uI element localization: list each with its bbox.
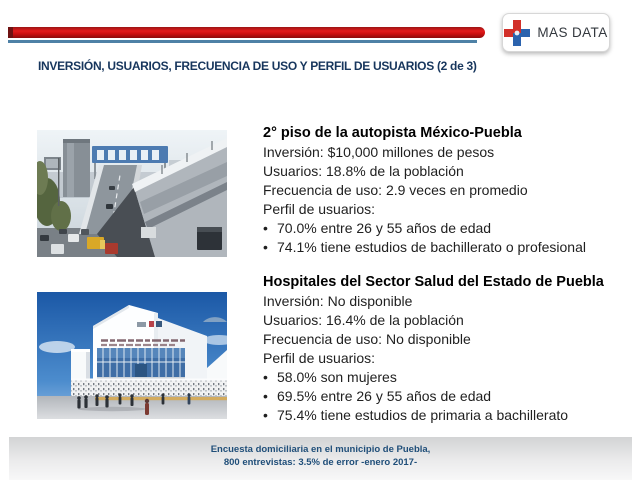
hospital-photo [37, 292, 227, 419]
slide-title: INVERSIÓN, USUARIOS, FRECUENCIA DE USO Y PERFIL DE USUARIOS (2 de 3) [38, 59, 477, 73]
bullet-glyph: • [263, 220, 268, 236]
section-line: Usuarios: 16.4% de la población [263, 312, 464, 328]
section-line: Frecuencia de uso: 2.9 veces en promedio [263, 182, 528, 198]
top-blue-accent-line [8, 40, 477, 43]
section-line: Inversión: $10,000 millones de pesos [263, 144, 495, 160]
section-line: Usuarios: 18.8% de la población [263, 163, 464, 179]
section-bullet [263, 238, 635, 257]
section-hospital-text [263, 273, 635, 425]
highway-photo-illustration [37, 130, 227, 257]
bullet-text: 70.0% entre 26 y 55 años de edad [277, 220, 492, 236]
hospital-photo-illustration [37, 292, 227, 419]
top-red-accent-bar [8, 27, 485, 38]
section-heading: Hospitales del Sector Salud del Estado de Puebla [263, 274, 604, 290]
section-bullet [263, 406, 635, 425]
highway-photo [37, 130, 227, 257]
bullet-text: 69.5% entre 26 y 55 años de edad [277, 388, 492, 404]
footer-line-1: Encuesta domiciliaria en el municipio de Puebla, [210, 444, 431, 455]
section-line: Frecuencia de uso: No disponible [263, 331, 471, 347]
bullet-text: 74.1% tiene estudios de bachillerato o profesional [277, 239, 586, 255]
footer-line-2: 800 entrevistas: 3.5% de error -enero 2017- [223, 456, 418, 468]
section-bullet [263, 368, 635, 387]
footer-source-bar [9, 437, 632, 480]
logo-wordmark: MAS DATA [537, 25, 608, 40]
medical-cross-icon [504, 20, 530, 46]
section-line: Inversión: No disponible [263, 293, 413, 309]
section-line: Perfil de usuarios: [263, 201, 376, 217]
bullet-text: 75.4% tiene estudios de primaria a bachillerato [277, 407, 569, 423]
bullet-glyph: • [263, 369, 268, 385]
red-bar-dark-cap [8, 27, 13, 38]
section-bullet [263, 219, 635, 238]
bullet-glyph: • [263, 388, 268, 404]
section-highway-text [263, 124, 635, 257]
bullet-text: 58.0% son mujeres [277, 369, 397, 385]
bullet-glyph: • [263, 239, 268, 255]
mas-data-logo [502, 13, 610, 52]
section-bullet [263, 387, 635, 406]
bullet-glyph: • [263, 407, 268, 423]
section-line: Perfil de usuarios: [263, 350, 376, 366]
section-heading: 2° piso de la autopista México-Puebla [263, 125, 522, 141]
